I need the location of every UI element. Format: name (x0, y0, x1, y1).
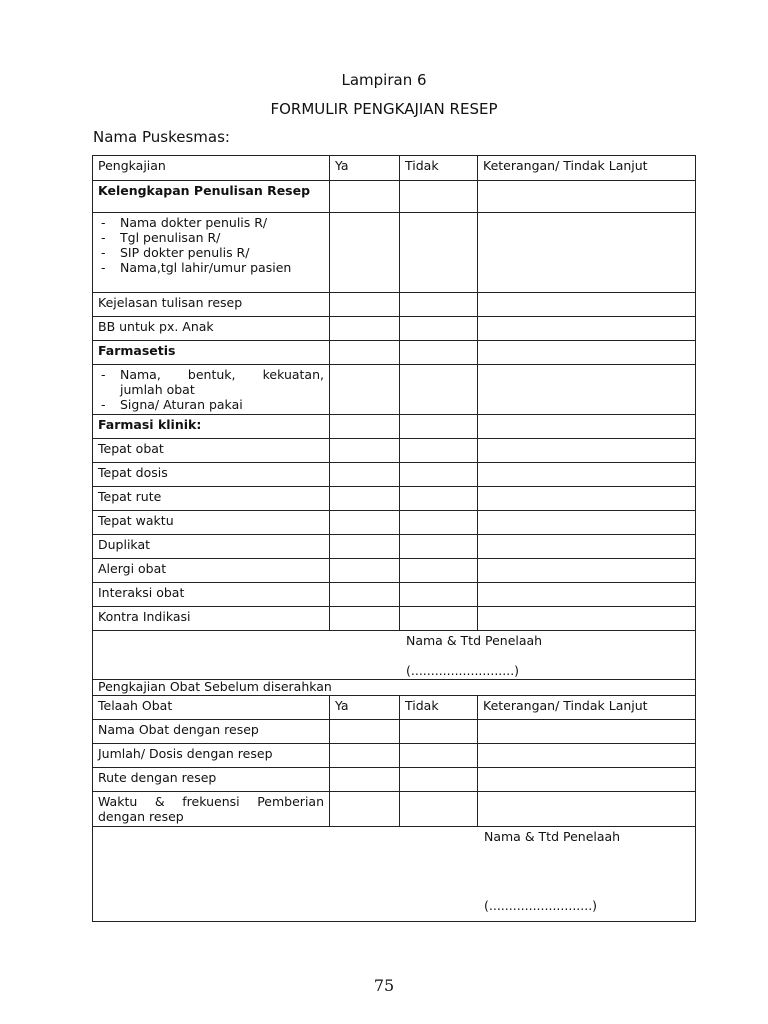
row-label: Tepat obat (93, 439, 330, 463)
note-cell[interactable] (478, 463, 696, 487)
signature-blank[interactable]: (..........................) (484, 898, 598, 913)
header-ya: Ya (330, 696, 400, 720)
header-telaah-obat: Telaah Obat (93, 696, 330, 720)
table-row (93, 511, 696, 535)
attachment-label: Lampiran 6 (341, 71, 427, 89)
check-cell-tidak[interactable] (400, 744, 478, 768)
list-item: - SIP dokter penulis R/ (120, 245, 324, 260)
section-title-farmasetis: Farmasetis (93, 341, 330, 365)
check-cell-tidak[interactable] (400, 463, 478, 487)
section-title-farmasi-klinik: Farmasi klinik: (93, 415, 330, 439)
table-row (93, 607, 696, 631)
check-cell-ya[interactable] (330, 559, 400, 583)
check-cell-ya[interactable] (330, 511, 400, 535)
check-cell-ya[interactable] (330, 181, 400, 213)
note-cell[interactable] (478, 583, 696, 607)
table-row (93, 463, 696, 487)
table-row (93, 439, 696, 463)
check-cell-ya[interactable] (330, 415, 400, 439)
puskesmas-name-label: Nama Puskesmas: (93, 128, 230, 146)
note-cell[interactable] (478, 720, 696, 744)
check-cell-tidak[interactable] (400, 293, 478, 317)
section-title-kelengkapan: Kelengkapan Penulisan Resep (93, 181, 330, 213)
signature-blank[interactable]: (..........................) (406, 663, 520, 678)
row-label: Tepat dosis (93, 463, 330, 487)
signature-row (93, 827, 696, 922)
note-cell[interactable] (478, 487, 696, 511)
signature-cell (93, 827, 696, 922)
table-header-row (93, 156, 696, 181)
table-row (93, 792, 696, 827)
row-label: Rute dengan resep (93, 768, 330, 792)
check-cell-tidak[interactable] (400, 607, 478, 631)
note-cell[interactable] (478, 317, 696, 341)
check-cell-ya[interactable] (330, 720, 400, 744)
list-item: - Tgl penulisan R/ (120, 230, 324, 245)
note-cell[interactable] (478, 768, 696, 792)
header-tidak: Tidak (400, 156, 478, 181)
table-row (93, 583, 696, 607)
check-cell-tidak[interactable] (400, 768, 478, 792)
row-label: Interaksi obat (93, 583, 330, 607)
list-item: - Nama, bentuk, kekuatan, jumlah obat (120, 367, 324, 397)
note-cell[interactable] (478, 341, 696, 365)
check-cell-tidak[interactable] (400, 439, 478, 463)
table-row (93, 535, 696, 559)
note-cell[interactable] (478, 607, 696, 631)
check-cell-tidak[interactable] (400, 511, 478, 535)
signature-row (93, 631, 696, 680)
farmasetis-items (93, 365, 330, 415)
check-cell-tidak[interactable] (400, 213, 478, 293)
prescription-review-table (92, 155, 696, 922)
form-title: FORMULIR PENGKAJIAN RESEP (270, 100, 498, 118)
table-row (93, 559, 696, 583)
row-label: Tepat waktu (93, 511, 330, 535)
check-cell-ya[interactable] (330, 487, 400, 511)
section-title-pengkajian-obat: Pengkajian Obat Sebelum diserahkan (93, 680, 696, 696)
table-header-row (93, 696, 696, 720)
section-row-pengkajian-obat (93, 680, 696, 696)
table-row (93, 365, 696, 415)
row-label: Alergi obat (93, 559, 330, 583)
list-item: - Nama,tgl lahir/umur pasien (120, 260, 324, 275)
check-cell-tidak[interactable] (400, 535, 478, 559)
header-ya: Ya (330, 156, 400, 181)
check-cell-ya[interactable] (330, 768, 400, 792)
row-label: Kejelasan tulisan resep (93, 293, 330, 317)
signature-cell (93, 631, 696, 680)
row-label: Waktu & frekuensi Pemberian dengan resep (93, 792, 330, 827)
row-label: Nama Obat dengan resep (93, 720, 330, 744)
check-cell-tidak[interactable] (400, 487, 478, 511)
kelengkapan-items (93, 213, 330, 293)
check-cell-ya[interactable] (330, 439, 400, 463)
check-cell-tidak[interactable] (400, 181, 478, 213)
check-cell-ya[interactable] (330, 365, 400, 415)
header-tidak: Tidak (400, 696, 478, 720)
signature-label: Nama & Ttd Penelaah (406, 633, 543, 648)
check-cell-tidak[interactable] (400, 720, 478, 744)
table-row (93, 720, 696, 744)
note-cell[interactable] (478, 535, 696, 559)
check-cell-ya[interactable] (330, 792, 400, 827)
note-cell[interactable] (478, 511, 696, 535)
note-cell[interactable] (478, 792, 696, 827)
check-cell-ya[interactable] (330, 293, 400, 317)
table-row (93, 293, 696, 317)
signature-label: Nama & Ttd Penelaah (484, 829, 621, 844)
row-label: BB untuk px. Anak (93, 317, 330, 341)
check-cell-tidak[interactable] (400, 365, 478, 415)
section-row-farmasetis (93, 341, 696, 365)
row-label: Kontra Indikasi (93, 607, 330, 631)
table-row (93, 768, 696, 792)
note-cell[interactable] (478, 744, 696, 768)
check-cell-ya[interactable] (330, 213, 400, 293)
list-item: - Signa/ Aturan pakai (120, 397, 324, 412)
section-row-kelengkapan (93, 181, 696, 213)
note-cell[interactable] (478, 415, 696, 439)
check-cell-tidak[interactable] (400, 317, 478, 341)
check-cell-tidak[interactable] (400, 559, 478, 583)
note-cell[interactable] (478, 293, 696, 317)
check-cell-ya[interactable] (330, 463, 400, 487)
check-cell-ya[interactable] (330, 341, 400, 365)
check-cell-tidak[interactable] (400, 583, 478, 607)
check-cell-ya[interactable] (330, 583, 400, 607)
note-cell[interactable] (478, 213, 696, 293)
section-row-farmasi-klinik (93, 415, 696, 439)
check-cell-ya[interactable] (330, 607, 400, 631)
table-row (93, 317, 696, 341)
check-cell-ya[interactable] (330, 535, 400, 559)
check-cell-tidak[interactable] (400, 792, 478, 827)
header-keterangan: Keterangan/ Tindak Lanjut (478, 156, 696, 181)
header-keterangan: Keterangan/ Tindak Lanjut (478, 696, 696, 720)
table-row (93, 744, 696, 768)
note-cell[interactable] (478, 559, 696, 583)
row-label: Duplikat (93, 535, 330, 559)
row-label: Jumlah/ Dosis dengan resep (93, 744, 330, 768)
check-cell-tidak[interactable] (400, 415, 478, 439)
note-cell[interactable] (478, 365, 696, 415)
check-cell-ya[interactable] (330, 317, 400, 341)
table-row (93, 487, 696, 511)
page-number: 75 (373, 976, 395, 995)
note-cell[interactable] (478, 181, 696, 213)
check-cell-ya[interactable] (330, 744, 400, 768)
note-cell[interactable] (478, 439, 696, 463)
table-row (93, 213, 696, 293)
list-item: - Nama dokter penulis R/ (120, 215, 324, 230)
header-pengkajian: Pengkajian (93, 156, 330, 181)
row-label: Tepat rute (93, 487, 330, 511)
check-cell-tidak[interactable] (400, 341, 478, 365)
